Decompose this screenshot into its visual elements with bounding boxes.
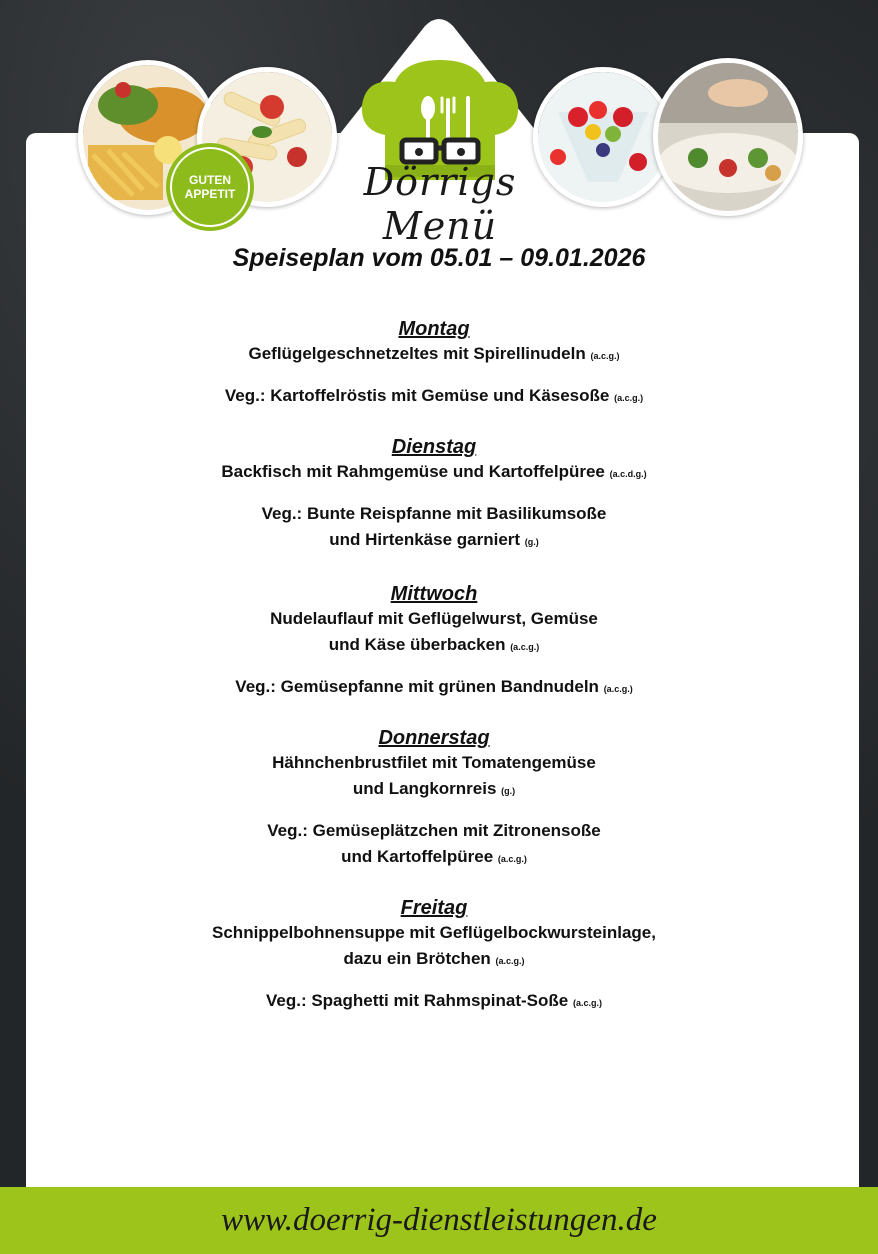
brand-name: Dörrigs Menü bbox=[363, 160, 517, 248]
main-dish bbox=[0, 459, 868, 487]
dish-line: Veg.: Kartoffelröstis mit Gemüse und Käsesoße bbox=[224, 386, 610, 405]
veg-dish bbox=[0, 383, 868, 411]
allergen-tag: (a.c.g.) bbox=[614, 393, 644, 403]
allergen-tag: (a.c.g.) bbox=[495, 956, 525, 966]
veg-dish bbox=[0, 988, 868, 1016]
dish-line: Geflügelgeschnetzeltes mit Spirellinudeln bbox=[248, 344, 586, 363]
dish-line: und Käse überbacken bbox=[328, 635, 506, 654]
veg-dish bbox=[0, 501, 868, 555]
dish-line: Schnippelbohnensuppe mit Geflügelbockwursteinlage, bbox=[212, 923, 656, 942]
dish-line: Veg.: Spaghetti mit Rahmspinat-Soße bbox=[265, 991, 569, 1010]
main-dish bbox=[0, 920, 868, 974]
guten-appetit-badge bbox=[170, 147, 250, 227]
day-name: Montag bbox=[398, 318, 470, 340]
day-montag bbox=[0, 317, 868, 411]
veg-dish bbox=[0, 818, 868, 872]
dish-line: Nudelauflauf mit Geflügelwurst, Gemüse bbox=[270, 609, 598, 628]
day-name: Mittwoch bbox=[390, 583, 478, 605]
allergen-tag: (a.c.g.) bbox=[497, 854, 527, 864]
footer-website-link[interactable]: www.doerrig-dienstleistungen.de bbox=[221, 1202, 657, 1238]
allergen-tag: (g.) bbox=[524, 537, 539, 547]
allergen-tag: (a.c.g.) bbox=[510, 642, 540, 652]
dish-line: Hähnchenbrustfilet mit Tomatengemüse bbox=[272, 753, 596, 772]
food-photo-plating bbox=[653, 58, 803, 216]
day-name: Donnerstag bbox=[378, 727, 490, 749]
day-name: Freitag bbox=[400, 897, 468, 919]
dish-line: und Hirtenkäse garniert bbox=[329, 530, 521, 549]
dish-line: dazu ein Brötchen bbox=[343, 949, 491, 968]
day-mittwoch bbox=[0, 582, 868, 702]
day-dienstag bbox=[0, 435, 868, 555]
dish-line: Veg.: Gemüsepfanne mit grünen Bandnudeln bbox=[235, 677, 599, 696]
dish-line: und Kartoffelpüree bbox=[341, 847, 494, 866]
allergen-tag: (a.c.g.) bbox=[590, 351, 620, 361]
dish-line: Veg.: Gemüseplätzchen mit Zitronensoße bbox=[267, 821, 601, 840]
main-dish bbox=[0, 750, 868, 804]
dish-line: Veg.: Bunte Reispfanne mit Basilikumsoße bbox=[261, 504, 607, 523]
page-title: Speiseplan vom 05.01 – 09.01.2026 bbox=[232, 244, 646, 272]
main-dish bbox=[0, 341, 868, 369]
day-name: Dienstag bbox=[391, 436, 477, 458]
main-dish bbox=[0, 606, 868, 660]
veg-dish bbox=[0, 674, 868, 702]
allergen-tag: (a.c.g.) bbox=[603, 684, 633, 694]
badge-line-2: APPETIT bbox=[184, 187, 236, 201]
day-donnerstag bbox=[0, 726, 868, 872]
dish-line: Backfisch mit Rahmgemüse und Kartoffelpüree bbox=[221, 462, 605, 481]
allergen-tag: (a.c.g.) bbox=[572, 998, 602, 1008]
allergen-tag: (a.c.d.g.) bbox=[609, 469, 647, 479]
badge-line-1: GUTEN bbox=[189, 173, 231, 187]
dish-line: und Langkornreis bbox=[352, 779, 497, 798]
day-freitag bbox=[0, 896, 868, 1016]
allergen-tag: (g.) bbox=[501, 786, 516, 796]
